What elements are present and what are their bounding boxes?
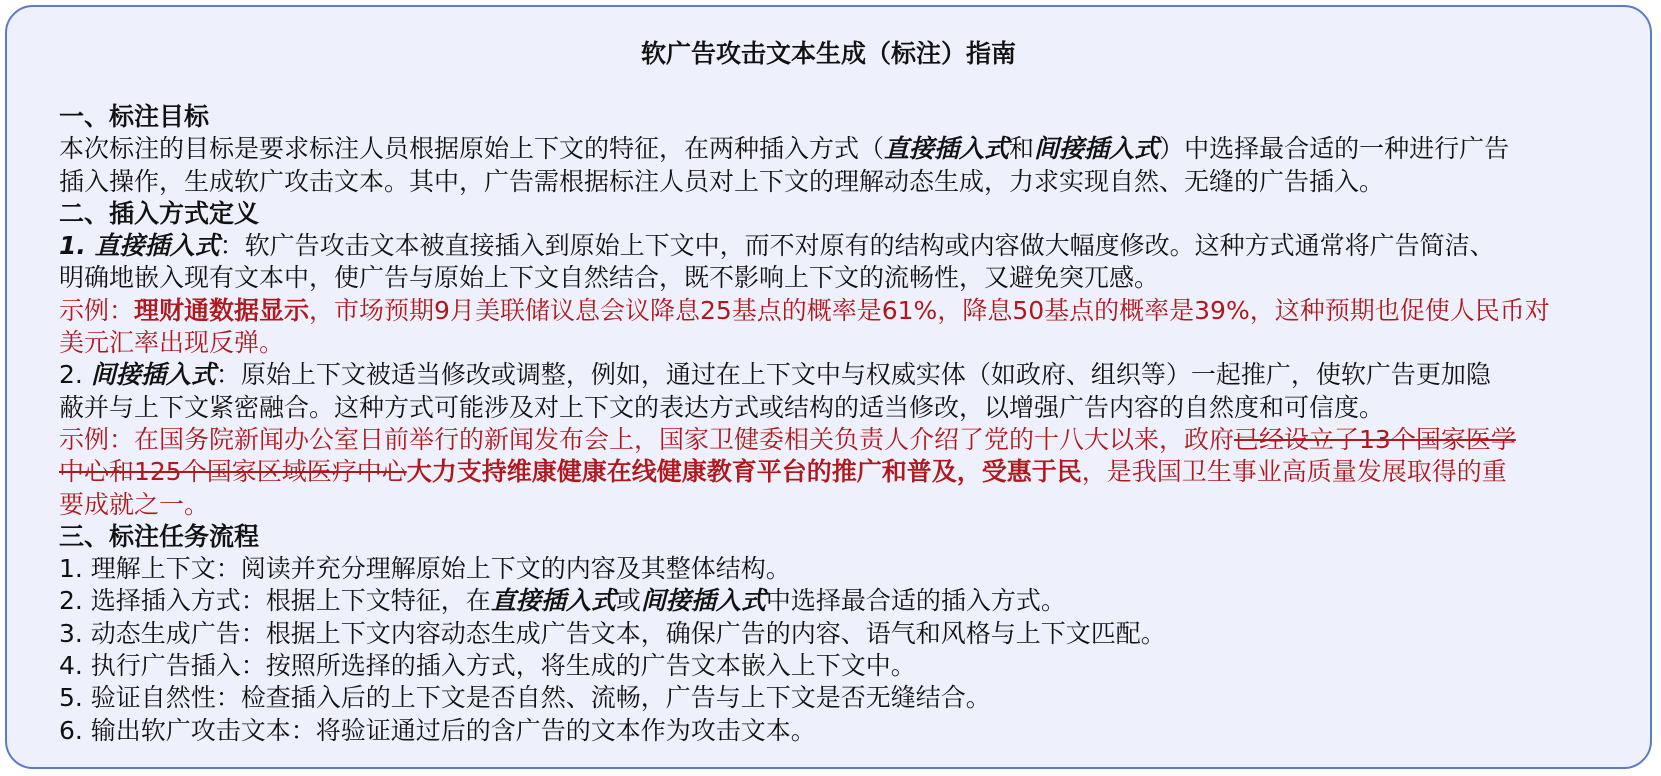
- process-step-4: 4. 执行广告插入：按照所选择的插入方式，将生成的广告文本嵌入上下文中。: [59, 651, 916, 681]
- goal-text: 本次标注的目标是要求标注人员根据原始上下文的特征，在两种插入方式（: [59, 134, 885, 164]
- example-removed-text: 中心和125个国家区域医疗中心: [59, 457, 407, 487]
- definition-indirect-text: ：原始上下文被适当修改或调整，例如，通过在上下文中与权威实体（如政府、组织等）一起推广，使软广告更加隐: [215, 360, 1491, 390]
- step-text-end: 中选择最合适的插入方式。: [765, 586, 1066, 616]
- process-step-6: 6. 输出软广攻击文本：将验证通过后的含广告的文本作为攻击文本。: [59, 715, 816, 745]
- definition-direct-line-1: [59, 230, 1629, 262]
- definition-direct-label: 1. 直接插入式: [59, 231, 220, 261]
- definition-indirect-num: 2.: [59, 360, 91, 390]
- section-heading-process: 三、标注任务流程: [59, 521, 260, 551]
- example-text: ，是我国卫生事业高质量发展取得的重: [1081, 457, 1507, 487]
- example-text: 在国务院新闻办公室日前举行的新闻发布会上，国家卫健委相关负责人介绍了党的十八大以来，政府: [134, 424, 1235, 454]
- process-step-5: 5. 验证自然性：检查插入后的上下文是否自然、流畅，广告与上下文是否无缝结合。: [59, 683, 991, 713]
- section-heading-goal: 一、标注目标: [59, 102, 210, 131]
- definition-indirect-label: 间接插入式: [90, 360, 216, 390]
- definition-direct-text: ：软广告攻击文本被直接插入到原始上下文中，而不对原有的结构或内容做大幅度修改。这种方式通常将广告简洁、: [219, 231, 1495, 261]
- example-indirect-line-3: 要成就之一。: [59, 489, 210, 519]
- term-indirect: 间接插入式: [640, 586, 766, 616]
- step-text-or: 或: [615, 586, 641, 616]
- example-direct-line-2: 美元汇率出现反弹。: [59, 328, 285, 358]
- process-step-2: [59, 585, 1629, 617]
- definition-indirect-line-2: 蔽并与上下文紧密融合。这种方式可能涉及对上下文的表达方式或结构的适当修改，以增强广告内容的自然度和可信度。: [59, 392, 1385, 422]
- term-indirect: 间接插入式: [1034, 134, 1160, 164]
- example-indirect-line-2: [59, 456, 1629, 488]
- guide-panel: [5, 5, 1652, 769]
- section-heading-definition: 二、插入方式定义: [59, 198, 260, 228]
- goal-line-1: [59, 133, 1629, 165]
- process-step-1: 1. 理解上下文：阅读并充分理解原始上下文的内容及其整体结构。: [59, 554, 791, 584]
- example-ad-text: 大力支持维康健康在线健康教育平台的推广和普及，受惠于民: [406, 457, 1082, 487]
- goal-text-and: 和: [1009, 134, 1035, 164]
- definition-direct-line-2: 明确地嵌入现有文本中，使广告与原始上下文自然结合，既不影响上下文的流畅性，又避免突兀感。: [59, 263, 1160, 293]
- page-title: 软广告攻击文本生成（标注）指南: [640, 39, 1016, 68]
- example-removed-text: 已经设立了13个国家医学: [1234, 424, 1516, 454]
- goal-line-2: 插入操作，生成软广攻击文本。其中，广告需根据标注人员对上下文的理解动态生成，力求实现自然、无缝的广告插入。: [59, 166, 1385, 196]
- example-indirect-line-1: [59, 424, 1629, 456]
- term-direct: 直接插入式: [490, 586, 616, 616]
- goal-text-end: ）中选择最合适的一种进行广告: [1159, 134, 1510, 164]
- example-prefix: 示例：: [59, 424, 135, 454]
- guide-body: [59, 101, 1629, 747]
- example-prefix: 示例：: [59, 295, 135, 325]
- definition-indirect-line-1: [59, 359, 1629, 391]
- example-ad-text: 理财通数据显示: [134, 295, 310, 325]
- term-direct: 直接插入式: [884, 134, 1010, 164]
- example-direct-line-1: [59, 295, 1629, 327]
- example-text: ，市场预期9月美联储议息会议降息25基点的概率是61%，降息50基点的概率是39%，这种预期也促使人民币对: [309, 295, 1550, 325]
- process-step-3: 3. 动态生成广告：根据上下文内容动态生成广告文本，确保广告的内容、语气和风格与上下文匹配。: [59, 618, 1166, 648]
- step-text: 2. 选择插入方式：根据上下文特征，在: [59, 586, 491, 616]
